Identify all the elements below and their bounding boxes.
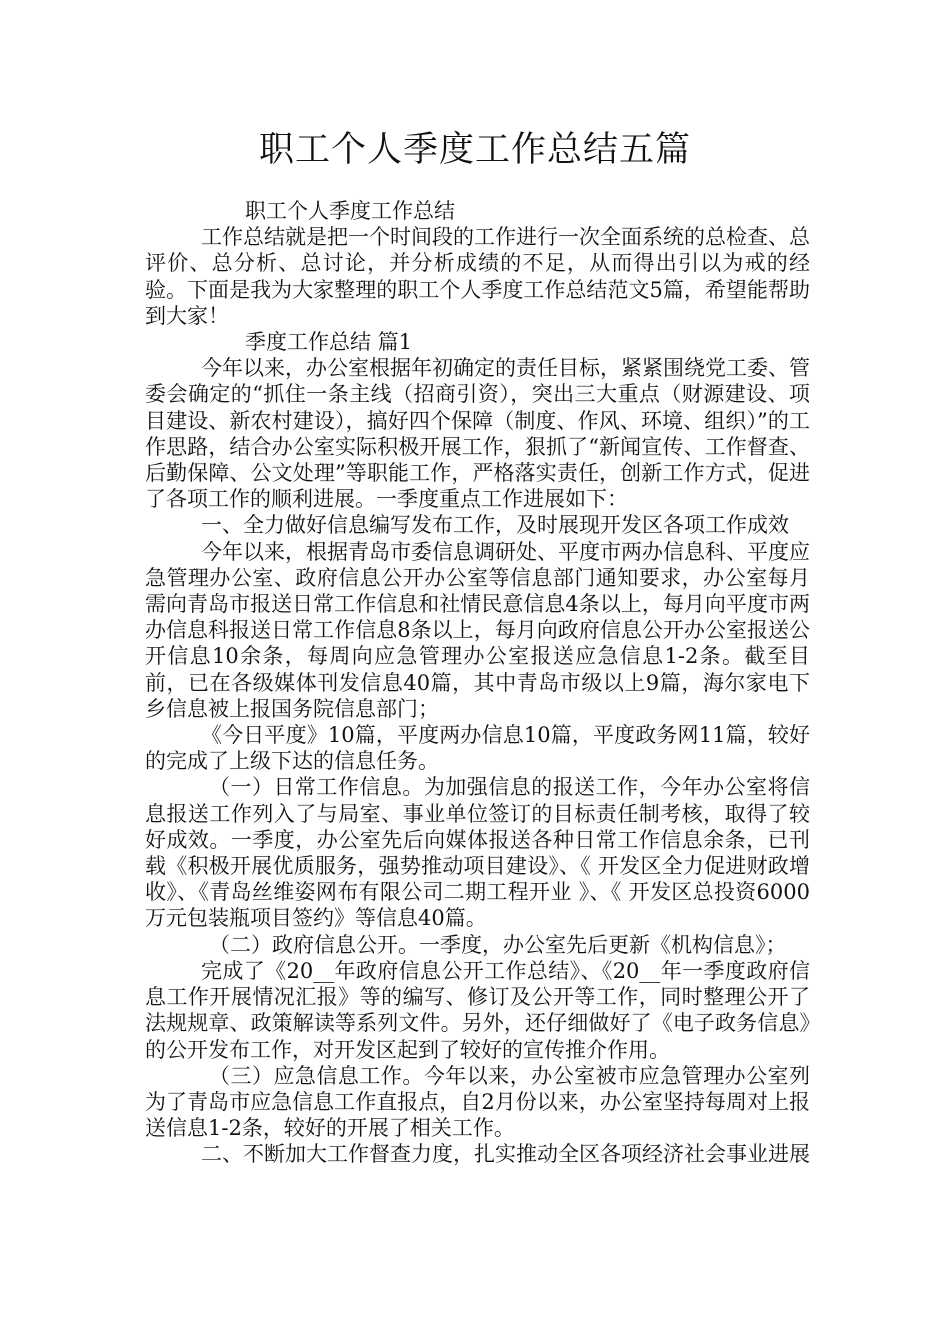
intro-paragraph: 工作总结就是把一个时间段的工作进行一次全面系统的总检查、总评价、总分析、总讨论，并分析成绩的不足，从而得出引以为戒的经验。下面是我为大家整理的职工个人季度工作总结范文5篇，希望能帮助到大家！ xyxy=(145,225,810,328)
paragraph: 今年以来，根据青岛市委信息调研处、平度市两办信息科、平度应急管理办公室、政府信息公开办公室等信息部门通知要求，办公室每月需向青岛市报送日常工作信息和社情民意信息4条以上，每月向平度市两办信息科报送日常工作信息8条以上，每月向政府信息公开办公室报送公开信息10余条，每周向应急管理办公室报送应急信息1-2条。截至目前，已在各级媒体刊发信息40篇，其中青岛市级以上9篇，海尔家电下乡信息被上报国务院信息部门； xyxy=(145,539,810,721)
page-title: 职工个人季度工作总结五篇 xyxy=(258,130,691,170)
paragraph: 完成了《20__年政府信息公开工作总结》、《20__年一季度政府信息工作开展情况汇报》等的编写、修订及公开等工作，同时整理公开了法规规章、政策解读等系列文件。另外，还仔细做好了《电子政务信息》的公开发布工作，对开发区起到了较好的宣传推介作用。 xyxy=(145,958,810,1062)
document-body xyxy=(145,198,810,1168)
section-heading: 一、全力做好信息编写发布工作，及时展现开发区各项工作成效 xyxy=(201,513,789,538)
paragraph: （二）政府信息公开。一季度，办公室先后更新《机构信息》； xyxy=(209,932,787,957)
section-heading: 季度工作总结 篇1 xyxy=(245,330,413,355)
subtitle: 职工个人季度工作总结 xyxy=(245,199,455,223)
paragraph: 今年以来，办公室根据年初确定的责任目标，紧紧围绕党工委、管委会确定的“抓住一条主线（招商引资），突出三大重点（财源建设、项目建设、新农村建设），搞好四个保障（制度、作风、环境、组织）”的工作思路，结合办公室实际积极开展工作，狠抓了“新闻宣传、工作督查、后勤保障、公文处理”等职能工作，严格落实责任，创新工作方式，促进了各项工作的顺利进展。一季度重点工作进展如下： xyxy=(145,356,810,512)
paragraph: （三）应急信息工作。今年以来，办公室被市应急管理办公室列为了青岛市应急信息工作直报点，自2月份以来，办公室坚持每周对上报送信息1-2条，较好的开展了相关工作。 xyxy=(145,1063,810,1141)
section-heading: 二、不断加大工作督查力度，扎实推动全区各项经济社会事业进展 xyxy=(201,1142,810,1167)
paragraph: （一）日常工作信息。为加强信息的报送工作，今年办公室将信息报送工作列入了与局室、事业单位签订的目标责任制考核，取得了较好成效。一季度，办公室先后向媒体报送各种日常工作信息余条，已刊载《积极开展优质服务，强势推动项目建设》、《 开发区全力促进财政增收》、《青岛丝维姿网布有限公司二期工程开业 》、《 开发区总投资6000万元包装瓶项目签约》等信息40篇。 xyxy=(145,775,810,931)
paragraph: 《今日平度》10篇，平度两办信息10篇，平度政务网11篇，较好的完成了上级下达的信息任务。 xyxy=(145,723,810,774)
